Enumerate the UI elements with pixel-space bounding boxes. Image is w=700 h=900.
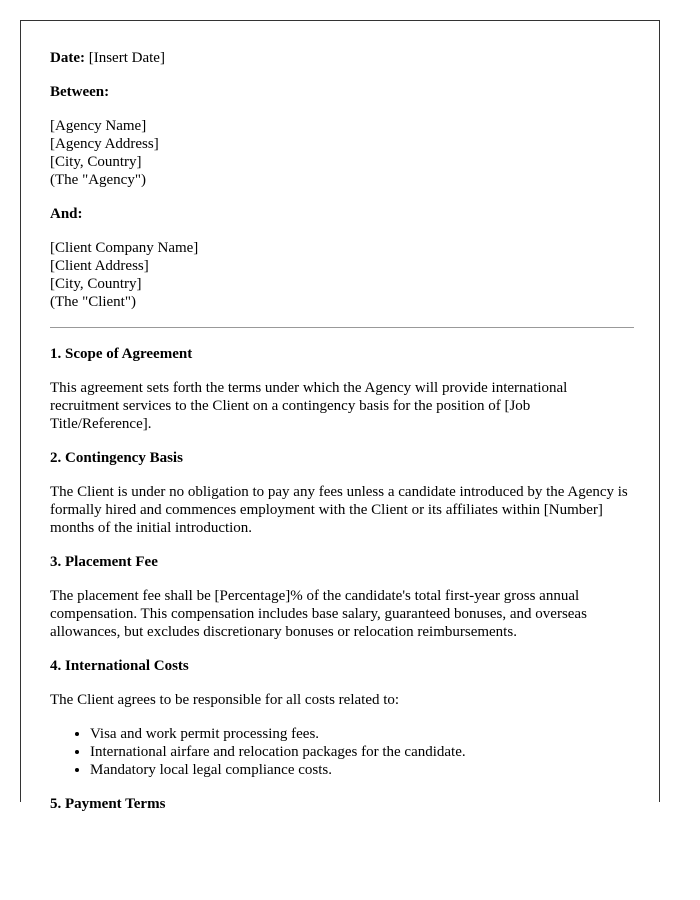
between-label: Between: (50, 84, 110, 100)
list-item: • International airfare and relocation packages for the candidate. (90, 743, 634, 761)
client-block (50, 239, 634, 311)
agency-name: [Agency Name] (50, 118, 147, 134)
section-body-scope: This agreement sets forth the terms under which the Agency will provide international recruitment services to the Client on a contingency basis for the position of [Job Title/Reference]. (50, 380, 568, 432)
section-heading-international-costs: 4. International Costs (50, 658, 189, 674)
client-alias: (The "Client") (50, 294, 136, 310)
agency-city: [City, Country] (50, 154, 142, 170)
date-line (50, 49, 634, 67)
client-city: [City, Country] (50, 276, 142, 292)
client-name: [Client Company Name] (50, 240, 199, 256)
document-page (20, 20, 660, 812)
and-label: And: (50, 206, 83, 222)
date-label: Date: (50, 50, 85, 66)
agency-address: [Agency Address] (50, 136, 159, 152)
section-heading-contingency: 2. Contingency Basis (50, 450, 183, 466)
section-body-international-costs: The Client agrees to be responsible for all costs related to: (50, 692, 400, 708)
section-heading-payment-terms: 5. Payment Terms (50, 796, 166, 812)
section-divider (50, 327, 634, 328)
section-heading-scope: 1. Scope of Agreement (50, 346, 193, 362)
agency-block (50, 117, 634, 189)
section-body-contingency: The Client is under no obligation to pay any fees unless a candidate introduced by the Agency is formally hired and commences employment with the Client or its affiliates within [Number] months of the initial introduction. (50, 484, 628, 536)
client-address: [Client Address] (50, 258, 149, 274)
agency-alias: (The "Agency") (50, 172, 146, 188)
document-content (50, 49, 634, 829)
list-item: • Visa and work permit processing fees. (90, 725, 634, 743)
date-value: [Insert Date] (88, 50, 165, 66)
section-heading-placement-fee: 3. Placement Fee (50, 554, 158, 570)
list-item: • Mandatory local legal compliance costs. (90, 761, 634, 779)
section-body-placement-fee: The placement fee shall be [Percentage]% of the candidate's total first-year gross annual compensation. This compensation includes base salary, guaranteed bonuses, and overseas allowances, but excludes discretionary bonuses or relocation reimbursements. (50, 588, 587, 640)
international-costs-list (50, 725, 634, 779)
